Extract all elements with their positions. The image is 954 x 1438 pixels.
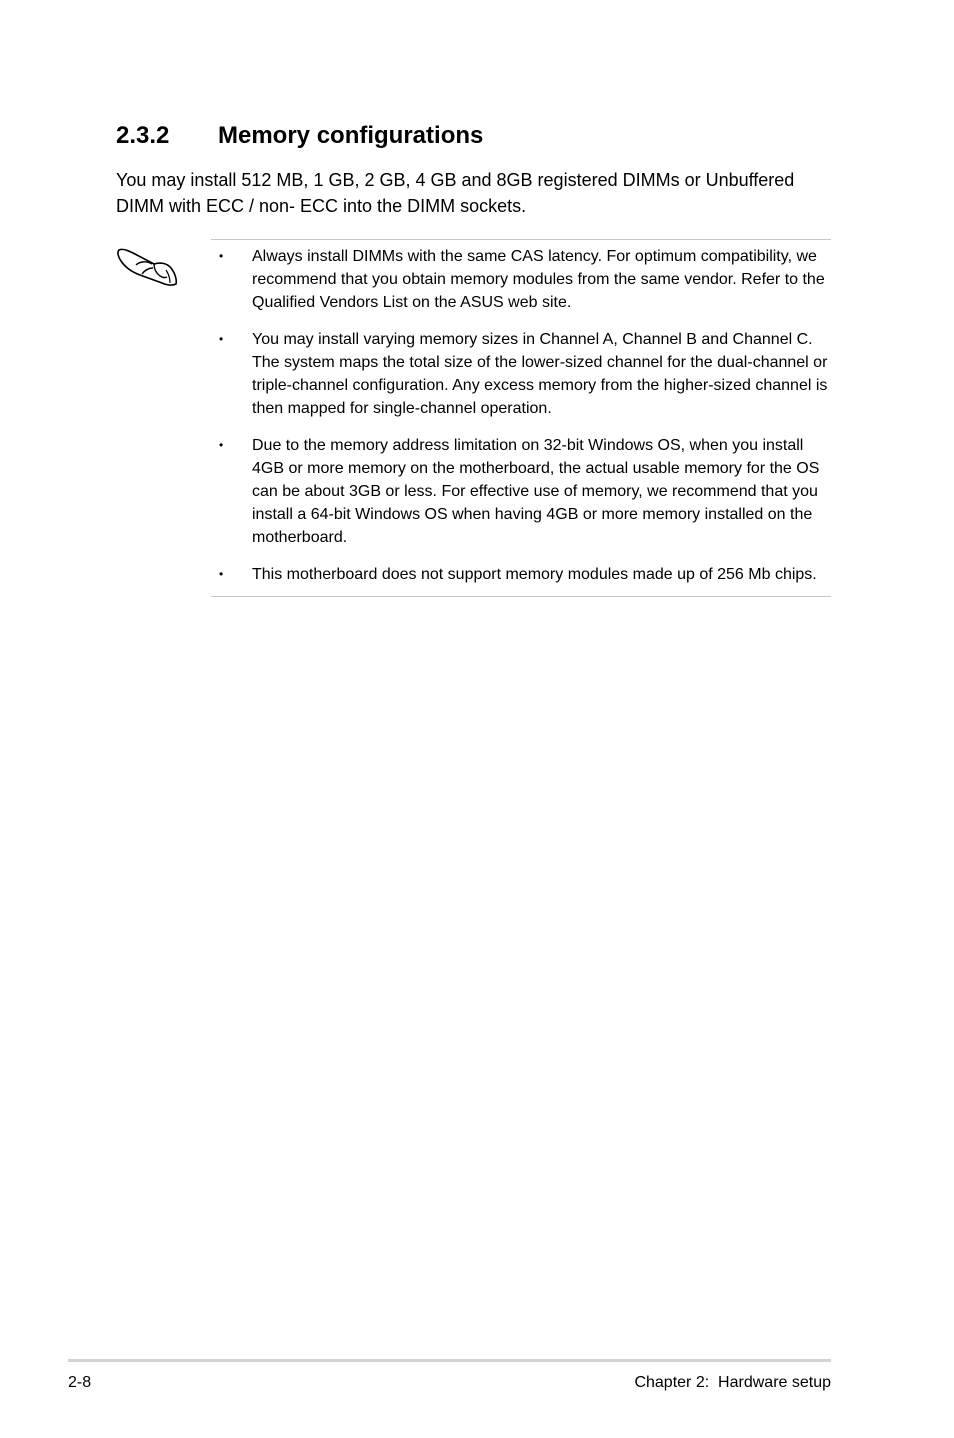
note-text: This motherboard does not support memory modules made up of 256 Mb chips. bbox=[252, 566, 817, 583]
list-item bbox=[211, 328, 831, 420]
bullet: • bbox=[219, 249, 224, 263]
intro-paragraph: You may install 512 MB, 1 GB, 2 GB, 4 GB and 8GB registered DIMMs or Unbuffered DIMM with ECC / non- ECC into the DIMM sockets. bbox=[116, 170, 795, 216]
bullet: • bbox=[219, 332, 224, 346]
list-item bbox=[211, 434, 831, 549]
bullet: • bbox=[219, 438, 224, 452]
chapter-label: Chapter 2: Hardware setup bbox=[634, 1374, 831, 1391]
note-box bbox=[211, 239, 831, 597]
section-heading bbox=[116, 121, 483, 151]
pointing-hand-icon bbox=[116, 240, 180, 288]
note-text: Due to the memory address limitation on 32-bit Windows OS, when you install 4GB or more memory on the motherboard, the actual usable memory for the OS can be about 3GB or less. For effective use of memory, we recommend that you install a 64-bit Windows OS when having 4GB or more memory installed on the motherboard. bbox=[252, 437, 820, 546]
list-item bbox=[211, 563, 831, 586]
page-number: 2-8 bbox=[68, 1374, 92, 1391]
section-title: Memory configurations bbox=[218, 122, 484, 149]
note-text: You may install varying memory sizes in Channel A, Channel B and Channel C. The system maps the total size of the lower-sized channel for the dual-channel or triple-channel configuration. Any excess memory from the higher-sized channel is then mapped for single-channel operation. bbox=[252, 331, 828, 417]
list-item bbox=[211, 245, 831, 314]
note-text: Always install DIMMs with the same CAS latency. For optimum compatibility, we recommend that you obtain memory modules from the same vendor. Refer to the Qualified Vendors List on the ASUS web site. bbox=[252, 248, 825, 311]
footer-divider bbox=[68, 1359, 831, 1362]
note-list bbox=[211, 245, 831, 586]
section-number: 2.3.2 bbox=[116, 122, 170, 149]
bullet: • bbox=[219, 567, 224, 581]
